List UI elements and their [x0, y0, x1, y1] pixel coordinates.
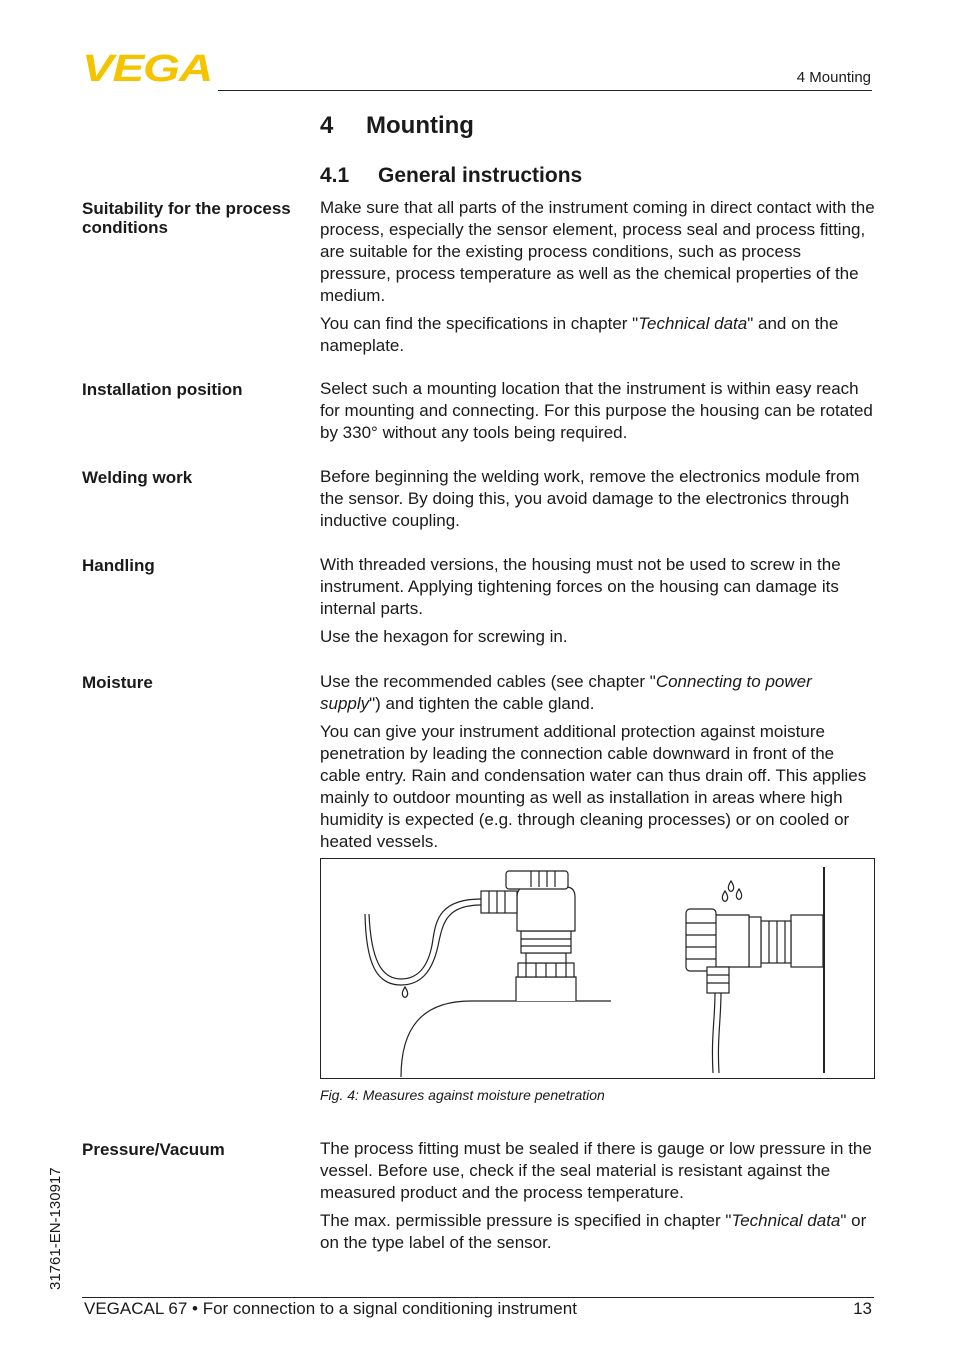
- chapter-number: 4: [320, 112, 334, 139]
- label-moisture: Moisture: [82, 673, 153, 692]
- paragraph: [320, 671, 876, 715]
- text-moisture: [320, 671, 876, 859]
- label-welding-work: Welding work: [82, 468, 193, 487]
- vega-logo: [82, 50, 212, 84]
- page-number: 13: [853, 1299, 872, 1318]
- text-run: The max. permissible pressure is specified in chapter ": [320, 1211, 732, 1230]
- document-code: 31761-EN-130917: [47, 1167, 64, 1290]
- text-pressure-vacuum: [320, 1138, 876, 1260]
- section-title: [320, 164, 582, 188]
- paragraph: Select such a mounting location that the instrument is within easy reach for mounting and connecting. For this purpose the housing can be rotated by 330° without any tools being required.: [320, 379, 873, 442]
- text-handling: [320, 554, 876, 654]
- chapter-ref: Connecting to power supply: [320, 672, 812, 713]
- paragraph: Use the hexagon for screwing in.: [320, 627, 568, 646]
- section-number: 4.1: [320, 164, 350, 187]
- paragraph: With threaded versions, the housing must not be used to screw in the instrument. Applying tightening forces on the housing can damage its internal parts.: [320, 555, 841, 618]
- header-divider: [218, 90, 872, 91]
- paragraph: You can give your instrument additional protection against moisture penetration by leading the connection cable downward in front of the cable entry. Rain and condensation water can thus drain off. This applies mainly to outdoor mounting as well as installation in areas where high humidity is expected (e.g. through cleaning processes) or on cooled or heated vessels.: [320, 722, 867, 851]
- text-welding-work: [320, 466, 876, 538]
- logo-text: VEGA: [82, 50, 212, 84]
- label-installation-position: Installation position: [82, 380, 243, 399]
- text-run: " and on the nameplate.: [320, 314, 839, 355]
- paragraph: The process fitting must be sealed if there is gauge or low pressure in the vessel. Before use, check if the seal material is resistant against the measured product and the process temperature.: [320, 1139, 872, 1202]
- chapter-title: [320, 112, 474, 140]
- figure-caption: Fig. 4: Measures against moisture penetration: [320, 1087, 605, 1103]
- chapter-title-text: Mounting: [366, 112, 474, 139]
- label-suitability: Suitability for the process conditions: [82, 199, 291, 237]
- label-pressure-vacuum: Pressure/Vacuum: [82, 1140, 225, 1159]
- paragraph: [320, 313, 876, 357]
- chapter-ref: Technical data: [638, 314, 748, 333]
- text-run: " or on the type label of the sensor.: [320, 1211, 867, 1252]
- text-installation-position: [320, 378, 876, 450]
- paragraph: [320, 1210, 876, 1254]
- footer-divider: [82, 1297, 874, 1298]
- text-run: ") and tighten the cable gland.: [369, 694, 595, 713]
- text-suitability: [320, 197, 876, 363]
- moisture-figure: [320, 858, 875, 1079]
- paragraph: Before beginning the welding work, remove the electronics module from the sensor. By doing this, you avoid damage to the electronics through inductive coupling.: [320, 467, 860, 530]
- text-run: Use the recommended cables (see chapter ": [320, 672, 656, 691]
- label-handling: Handling: [82, 556, 155, 575]
- moisture-illustration: [321, 859, 874, 1078]
- paragraph: Make sure that all parts of the instrument coming in direct contact with the process, especially the sensor element, process seal and process fitting, are suitable for the existing process conditions, such as process pressure, process temperature as well as the chemical properties of the medium.: [320, 198, 875, 305]
- footer-title: VEGACAL 67 • For connection to a signal conditioning instrument: [84, 1299, 577, 1318]
- header-section: 4 Mounting: [796, 69, 871, 86]
- text-run: You can find the specifications in chapter ": [320, 314, 639, 333]
- chapter-ref: Technical data: [731, 1211, 841, 1230]
- section-title-text: General instructions: [378, 164, 583, 187]
